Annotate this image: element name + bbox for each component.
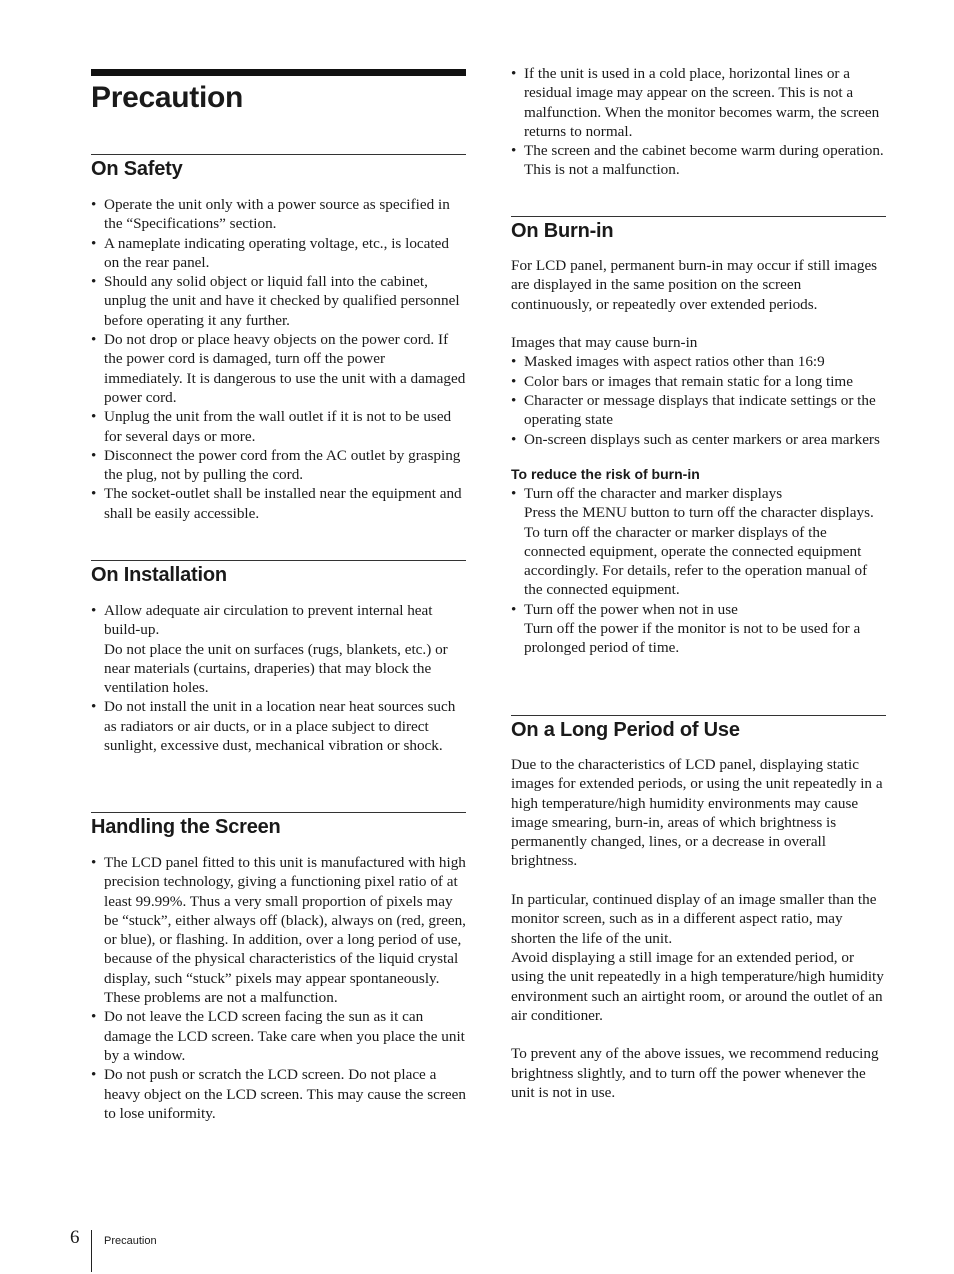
list-item: • On-screen displays such as center markers or area markers bbox=[511, 430, 886, 449]
list-item bbox=[511, 484, 886, 600]
list-item bbox=[511, 600, 886, 658]
title-rule bbox=[91, 69, 466, 76]
list-item: • Character or message displays that indicate settings or the operating state bbox=[511, 391, 886, 430]
section-heading-long-period: On a Long Period of Use bbox=[511, 719, 740, 741]
list-item: • Do not leave the LCD screen facing the sun as it can damage the LCD screen. Take care when you place the unit by a window. bbox=[91, 1007, 466, 1065]
long-period-paragraph: To prevent any of the above issues, we recommend reducing brightness slightly, and to turn off the power whenever the unit is not in use. bbox=[511, 1045, 879, 1102]
screen-handling-list-continued bbox=[511, 64, 886, 180]
list-item: • Masked images with aspect ratios other than 16:9 bbox=[511, 352, 886, 371]
burn-in-causes-list bbox=[511, 352, 886, 448]
list-item: • Operate the unit only with a power source as specified in the “Specifications” section. bbox=[91, 195, 466, 234]
screen-handling-list bbox=[91, 853, 466, 1123]
section-on-burn-in bbox=[511, 216, 886, 658]
list-item-detail: Press the MENU button to turn off the character displays. To turn off the character or marker displays of the connected equipment, operate the connected equipment accordingly. For details, refer to the operation manual of the connected equipment. bbox=[524, 504, 874, 599]
list-item: • Do not drop or place heavy objects on the power cord. If the power cord is damaged, turn off the power immediately. It is dangerous to use the unit with a damaged power cord. bbox=[91, 330, 466, 407]
list-item-text: • Turn off the power when not in use bbox=[524, 600, 738, 618]
safety-list bbox=[91, 195, 466, 523]
section-heading-on-burn-in: On Burn-in bbox=[511, 220, 614, 242]
page-title: Precaution bbox=[91, 81, 244, 114]
list-item: • A nameplate indicating operating voltage, etc., is located on the rear panel. bbox=[91, 234, 466, 273]
list-item: • Do not push or scratch the LCD screen. Do not place a heavy object on the LCD screen. This may cause the screen to lose uniformity. bbox=[91, 1065, 466, 1123]
list-item: • If the unit is used in a cold place, horizontal lines or a residual image may appear on the screen. This is not a malfunction. When the monitor becomes warm, the screen returns to normal. bbox=[511, 64, 886, 141]
section-heading-handling-screen: Handling the Screen bbox=[91, 816, 281, 838]
section-heading-on-installation: On Installation bbox=[91, 564, 227, 586]
list-item: • The LCD panel fitted to this unit is manufactured with high precision technology, giving a functioning pixel ratio of at least 99.99%. Thus a very small proportion of pixels may be “stuck”, either always off (black), always on (red, green, or blue), or flashing. In addition, over a long period of use, because of the physical characteristics of the liquid crystal display, such “stuck” pixels may appear spontaneously. These problems are not a malfunction. bbox=[91, 853, 466, 1007]
section-on-installation bbox=[91, 560, 466, 755]
list-item: • The screen and the cabinet become warm during operation. This is not a malfunction. bbox=[511, 141, 886, 180]
list-item: • Disconnect the power cord from the AC outlet by grasping the plug, not by pulling the cord. bbox=[91, 446, 466, 485]
list-item: • Color bars or images that remain static for a long time bbox=[511, 372, 886, 391]
list-item bbox=[91, 601, 466, 697]
footer-divider bbox=[91, 1230, 92, 1272]
burn-in-intro: For LCD panel, permanent burn-in may occur if still images are displayed in the same position on the screen continuously, or repeatedly over extended periods. bbox=[511, 257, 878, 313]
section-handling-screen bbox=[91, 812, 466, 1123]
reduce-burn-in-heading: To reduce the risk of burn-in bbox=[511, 465, 700, 482]
list-item: • Do not install the unit in a location near heat sources such as radiators or air ducts, or in a place subject to direct sunlight, excessive dust, mechanical vibration or shock. bbox=[91, 697, 466, 755]
footer-section-label: Precaution bbox=[104, 1235, 157, 1247]
list-item: • The socket-outlet shall be installed near the equipment and shall be easily accessible. bbox=[91, 484, 466, 523]
list-item-text: • Allow adequate air circulation to prevent internal heat build-up. bbox=[104, 602, 433, 639]
section-long-period bbox=[511, 715, 886, 1102]
long-period-paragraph: In particular, continued display of an image smaller than the monitor screen, such as in a different aspect ratio, may shorten the life of the unit. bbox=[511, 891, 877, 947]
list-item-text: • Turn off the character and marker displays bbox=[524, 484, 783, 502]
list-item-detail: Do not place the unit on surfaces (rugs, blankets, etc.) or near materials (curtains, draperies) that may block the ventilation holes. bbox=[104, 640, 448, 697]
long-period-paragraph: Due to the characteristics of LCD panel, displaying static images for extended periods, or using the unit repeatedly in a high temperature/high humidity environments may cause image smearing, burn-in, areas of which brightness is permanently changed, lines, or a decrease in overall brightness. bbox=[511, 756, 883, 870]
long-period-paragraph: Avoid displaying a still image for an extended period, or using the unit repeatedly in a high temperature/high humidity environment such an airtight room, or around the outlet of an air conditioner. bbox=[511, 948, 884, 1024]
burn-in-list-label: Images that may cause burn-in bbox=[511, 334, 698, 352]
section-heading-on-safety: On Safety bbox=[91, 158, 183, 180]
section-handling-screen-continued bbox=[511, 64, 886, 180]
section-on-safety bbox=[91, 154, 466, 523]
reduce-burn-in-list bbox=[511, 484, 886, 658]
installation-list bbox=[91, 601, 466, 755]
page-number: 6 bbox=[70, 1227, 80, 1248]
list-item: • Should any solid object or liquid fall into the cabinet, unplug the unit and have it checked by qualified personnel before operating it any further. bbox=[91, 272, 466, 330]
list-item-detail: Turn off the power if the monitor is not to be used for a prolonged period of time. bbox=[524, 620, 861, 657]
list-item: • Unplug the unit from the wall outlet if it is not to be used for several days or more. bbox=[91, 407, 466, 446]
